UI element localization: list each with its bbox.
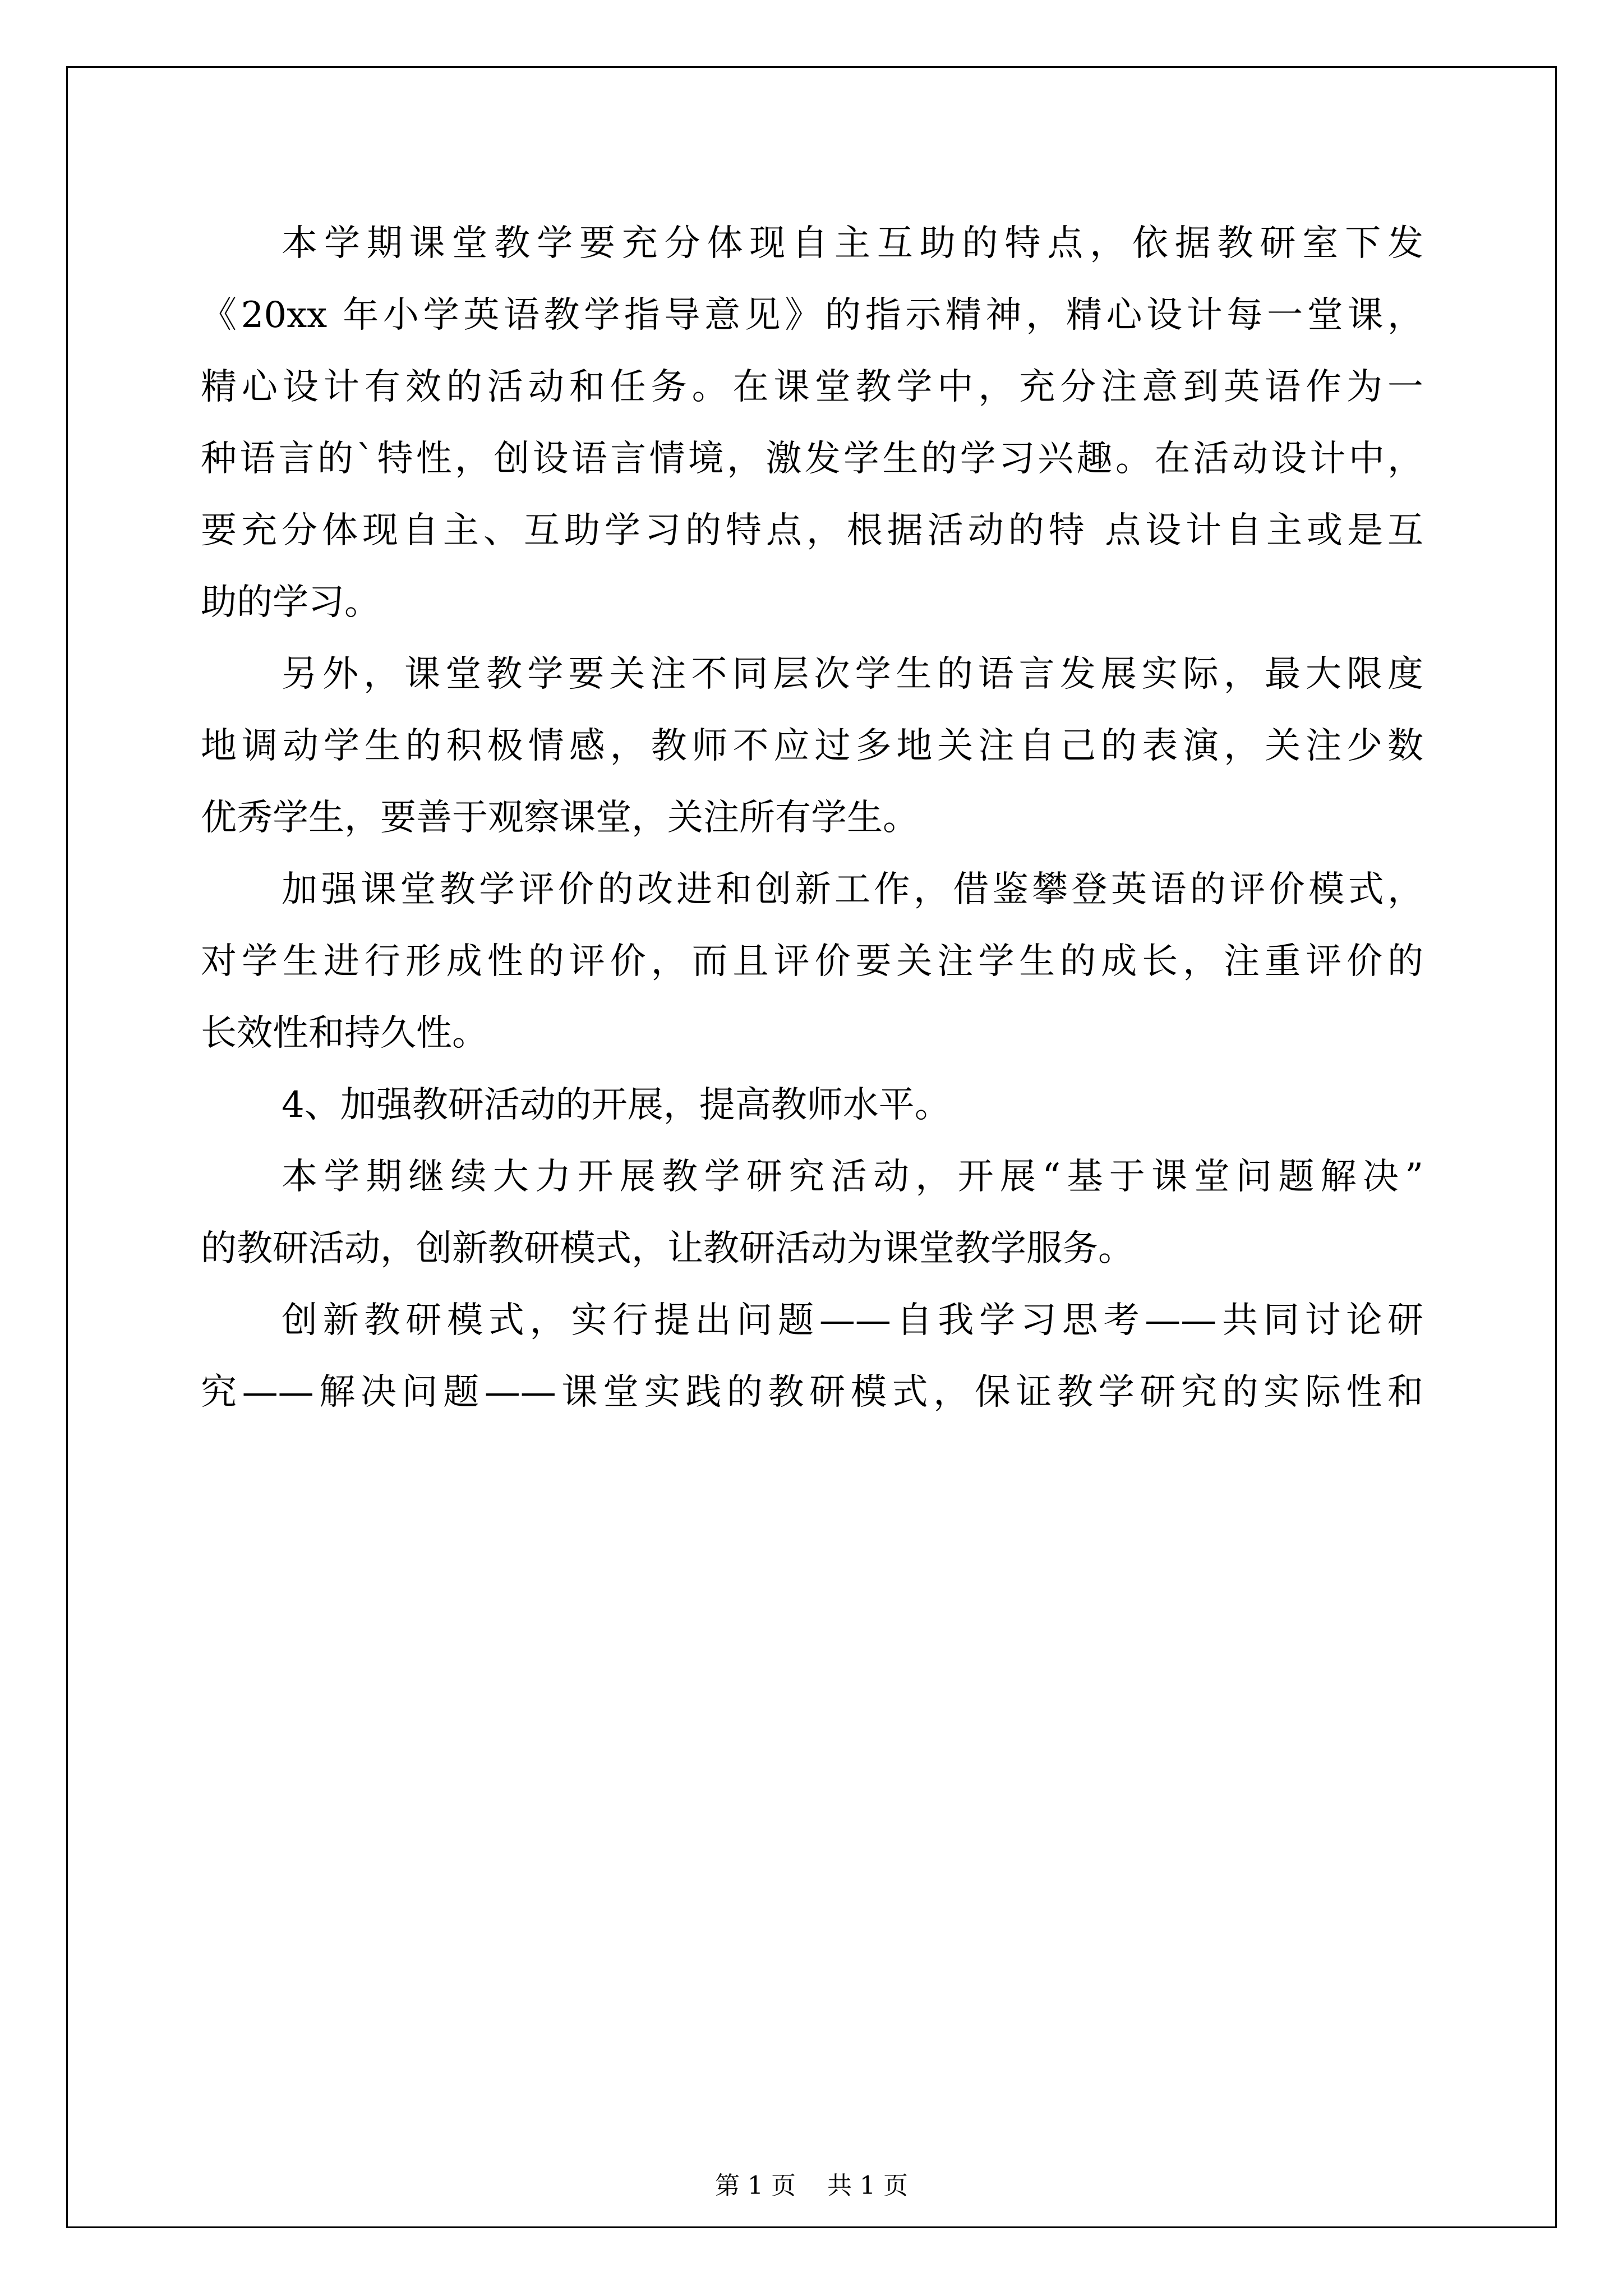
paragraph-line: 种语言的`特性，创设语言情境，激发学生的学习兴趣。在活动设计中， (201, 438, 1423, 480)
paragraph-line: 长效性和持久性。 (201, 1013, 488, 1054)
page-footer (0, 2165, 1623, 2201)
paragraph-line: 要充分体现自主、互助学习的特点，根据活动的特 点设计自主或是互 (201, 510, 1423, 551)
paragraph-line: 精心设计有效的活动和任务。在课堂教学中，充分注意到英语作为一 (201, 366, 1423, 408)
paragraph-line: 的教研活动，创新教研模式，让教研活动为课堂教学服务。 (201, 1228, 1134, 1269)
paragraph-line: 地调动学生的积极情感，教师不应过多地关注自己的表演，关注少数 (201, 725, 1423, 767)
paragraph-line: 助的学习。 (201, 582, 380, 623)
paragraph-line: 本学期继续大力开展教学研究活动，开展“基于课堂问题解决” (282, 1156, 1423, 1198)
page-total: 共 1 页 (827, 2171, 908, 2200)
paragraph-line: 本学期课堂教学要充分体现自主互助的特点，依据教研室下发 (282, 223, 1423, 264)
paragraph-line: 加强课堂教学评价的改进和创新工作，借鉴攀登英语的评价模式， (282, 869, 1423, 910)
paragraph-line: 究——解决问题——课堂实践的教研模式，保证教学研究的实际性和 (201, 1372, 1423, 1413)
page-number: 第 1 页 (715, 2171, 796, 2200)
paragraph-line: 另外，课堂教学要关注不同层次学生的语言发展实际，最大限度 (282, 654, 1423, 695)
paragraph-line: 《20xx 年小学英语教学指导意见》的指示精神，精心设计每一堂课， (201, 295, 1423, 336)
paragraph-line: 对学生进行形成性的评价，而且评价要关注学生的成长，注重评价的 (201, 941, 1423, 982)
paragraph-line: 创新教研模式，实行提出问题——自我学习思考——共同讨论研 (282, 1300, 1423, 1341)
section-heading: 4、加强教研活动的开展，提高教师水平。 (282, 1084, 951, 1126)
paragraph-line: 优秀学生，要善于观察课堂，关注所有学生。 (201, 797, 919, 839)
